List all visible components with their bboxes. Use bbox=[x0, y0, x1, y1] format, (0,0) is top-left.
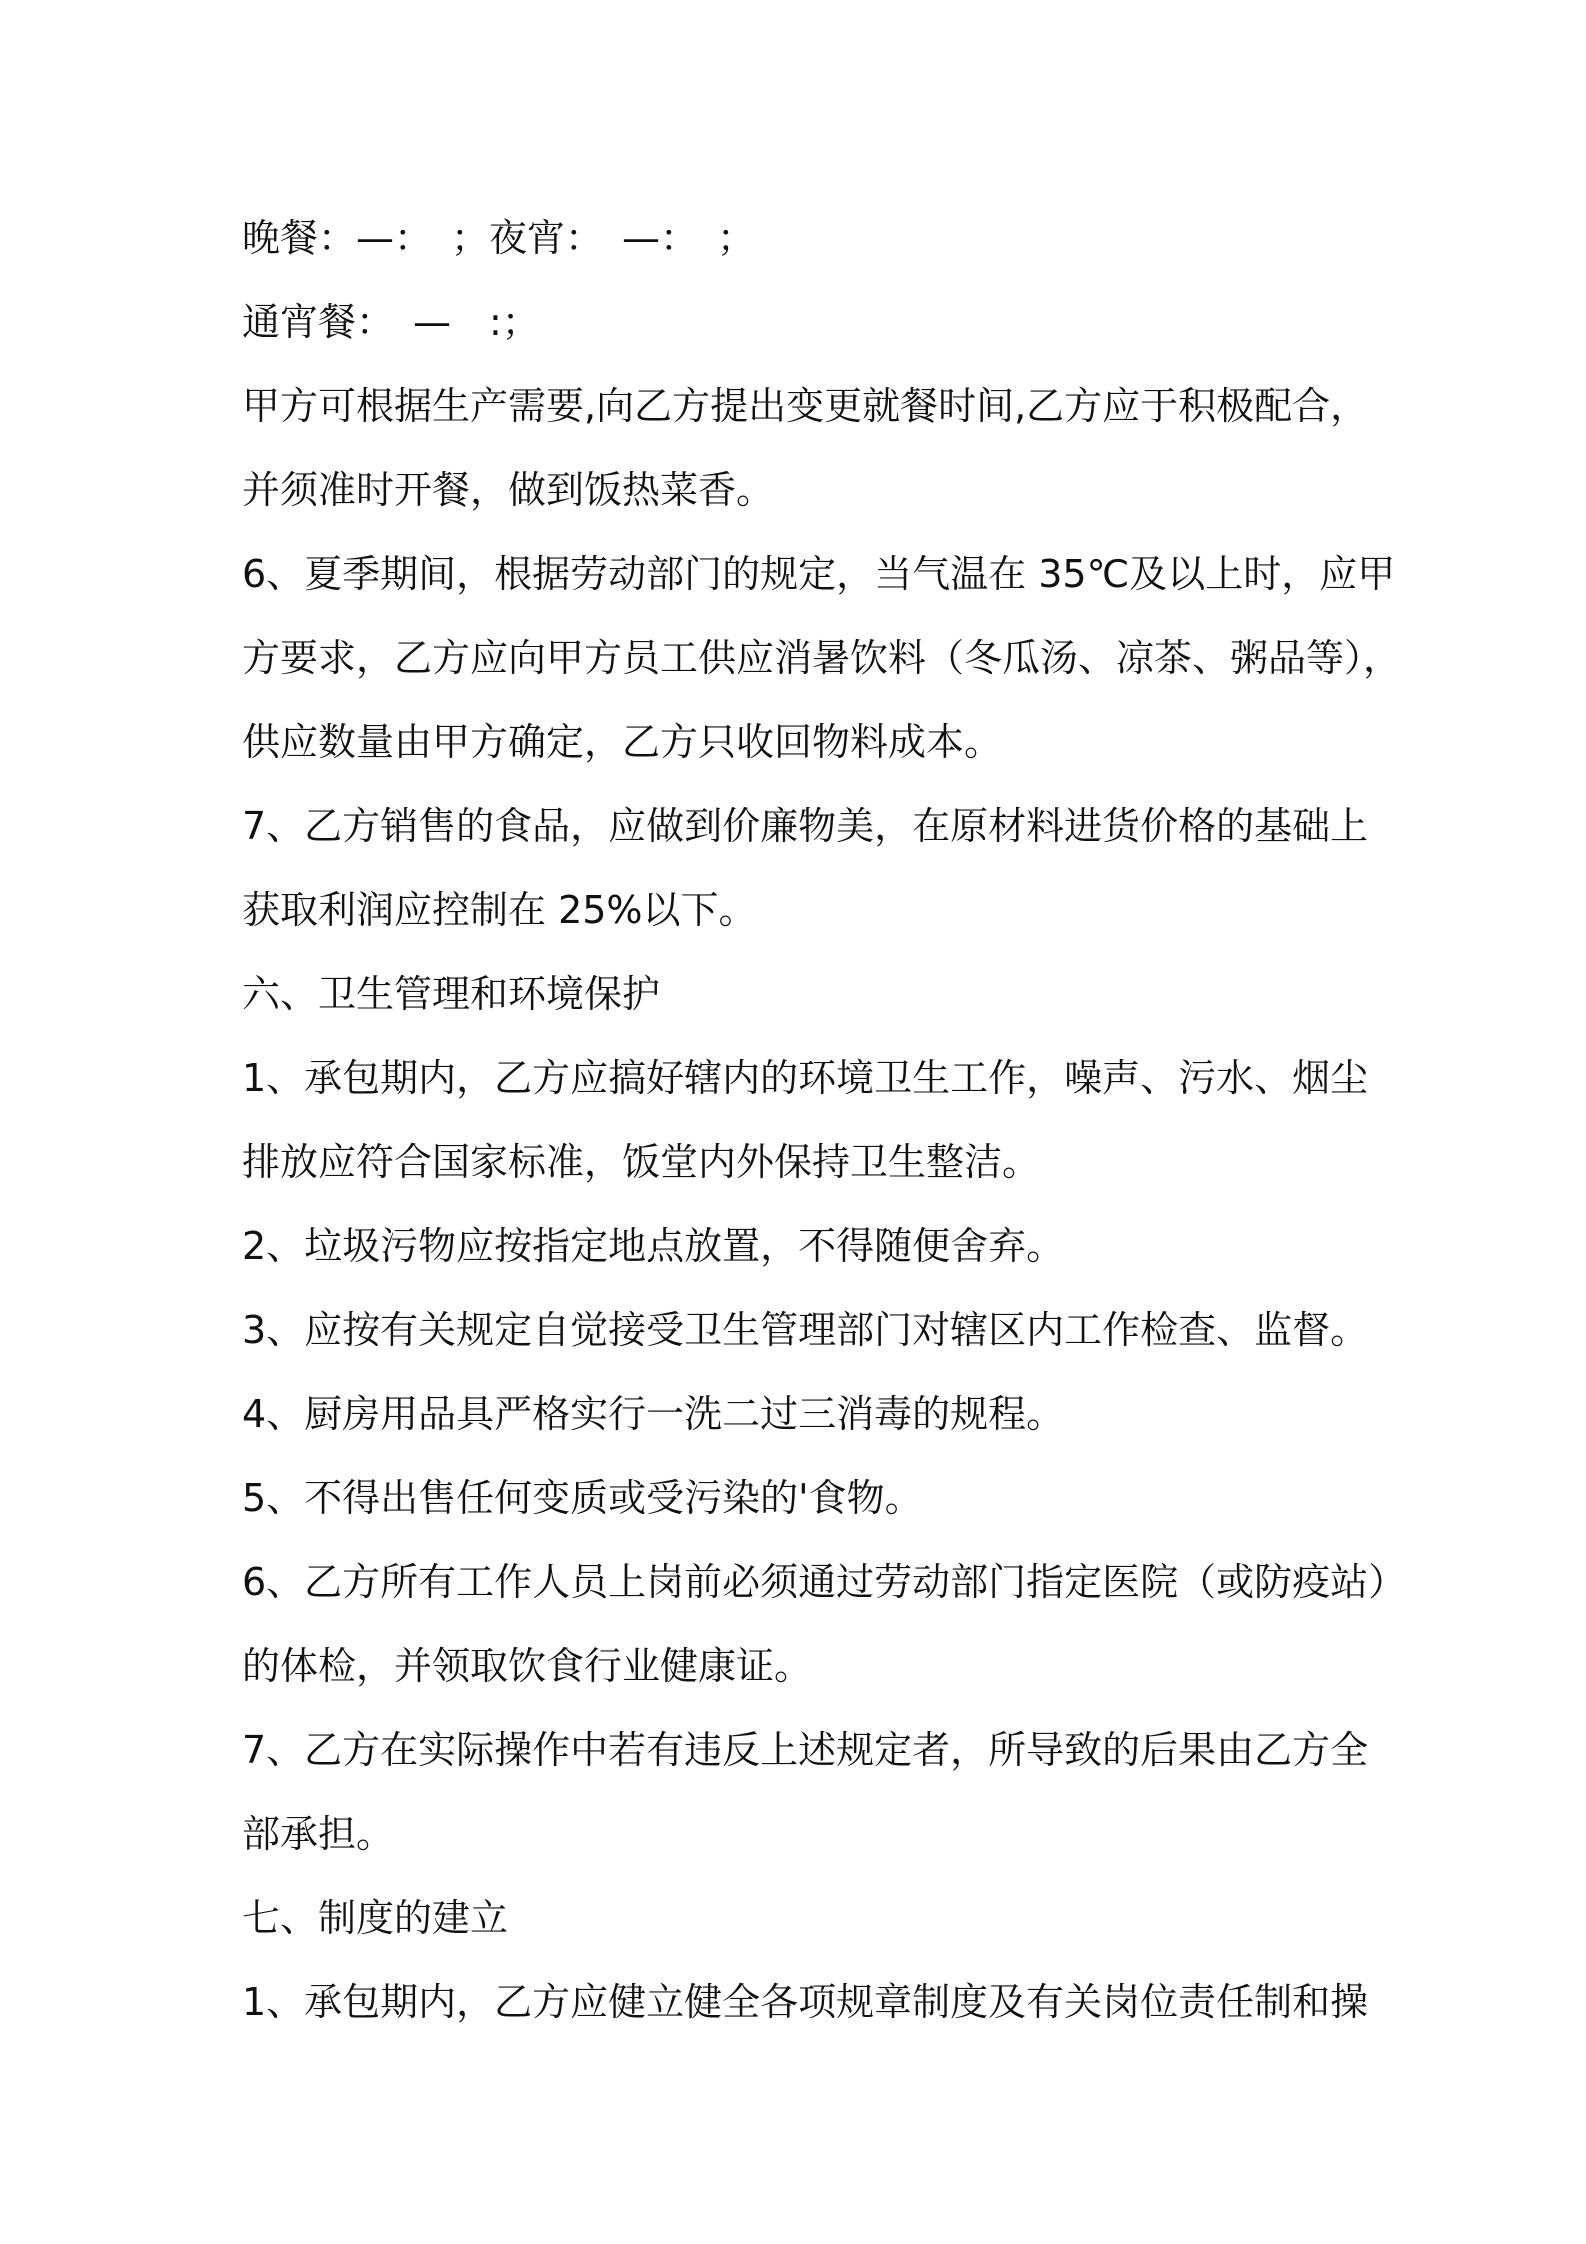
document-body bbox=[242, 196, 1407, 2044]
hygiene-clause-2: 2、垃圾污物应按指定地点放置，不得随便舍弃。 bbox=[242, 1224, 1065, 1268]
meal-time-overnight: 通宵餐： — :； bbox=[242, 300, 540, 344]
section-heading-rules: 七、制度的建立 bbox=[242, 1896, 509, 1940]
clause-7-line: 7、乙方销售的食品，应做到价廉物美，在原材料进货价格的基础上 bbox=[242, 804, 1369, 848]
clause-6-line: 供应数量由甲方确定，乙方只收回物料成本。 bbox=[242, 720, 1003, 764]
hygiene-clause-6-line: 的体检，并领取饮食行业健康证。 bbox=[242, 1644, 813, 1688]
hygiene-clause-5: 5、不得出售任何变质或受污染的'食物。 bbox=[242, 1476, 923, 1520]
clause-6-line: 方要求，乙方应向甲方员工供应消暑饮料（冬瓜汤、凉茶、粥品等）， bbox=[242, 636, 1402, 680]
paragraph-line: 并须准时开餐，做到饭热菜香。 bbox=[242, 468, 775, 512]
hygiene-clause-7-line: 部承担。 bbox=[242, 1812, 395, 1856]
hygiene-clause-7-line: 7、乙方在实际操作中若有违反上述规定者，所导致的后果由乙方全 bbox=[242, 1728, 1369, 1772]
section-heading-hygiene: 六、卫生管理和环境保护 bbox=[242, 972, 661, 1016]
hygiene-clause-1-line: 排放应符合国家标准，饭堂内外保持卫生整洁。 bbox=[242, 1140, 1041, 1184]
hygiene-clause-6-line: 6、乙方所有工作人员上岗前必须通过劳动部门指定医院（或防疫站） bbox=[242, 1560, 1407, 1604]
hygiene-clause-3: 3、应按有关规定自觉接受卫生管理部门对辖区内工作检查、监督。 bbox=[242, 1308, 1369, 1352]
paragraph-line: 甲方可根据生产需要,向乙方提出变更就餐时间,乙方应于积极配合， bbox=[242, 384, 1369, 428]
hygiene-clause-1-line: 1、承包期内，乙方应搞好辖内的环境卫生工作，噪声、污水、烟尘 bbox=[242, 1056, 1369, 1100]
rules-clause-1-line: 1、承包期内，乙方应健立健全各项规章制度及有关岗位责任制和操 bbox=[242, 1980, 1369, 2024]
clause-7-line: 获取利润应控制在 25%以下。 bbox=[242, 888, 757, 932]
clause-6-line: 6、夏季期间，根据劳动部门的规定，当气温在 35℃及以上时，应甲 bbox=[242, 552, 1396, 596]
meal-time-dinner-late-night: 晚餐：—： ；夜宵： —： ； bbox=[242, 216, 756, 260]
hygiene-clause-4: 4、厨房用品具严格实行一洗二过三消毒的规程。 bbox=[242, 1392, 1065, 1436]
